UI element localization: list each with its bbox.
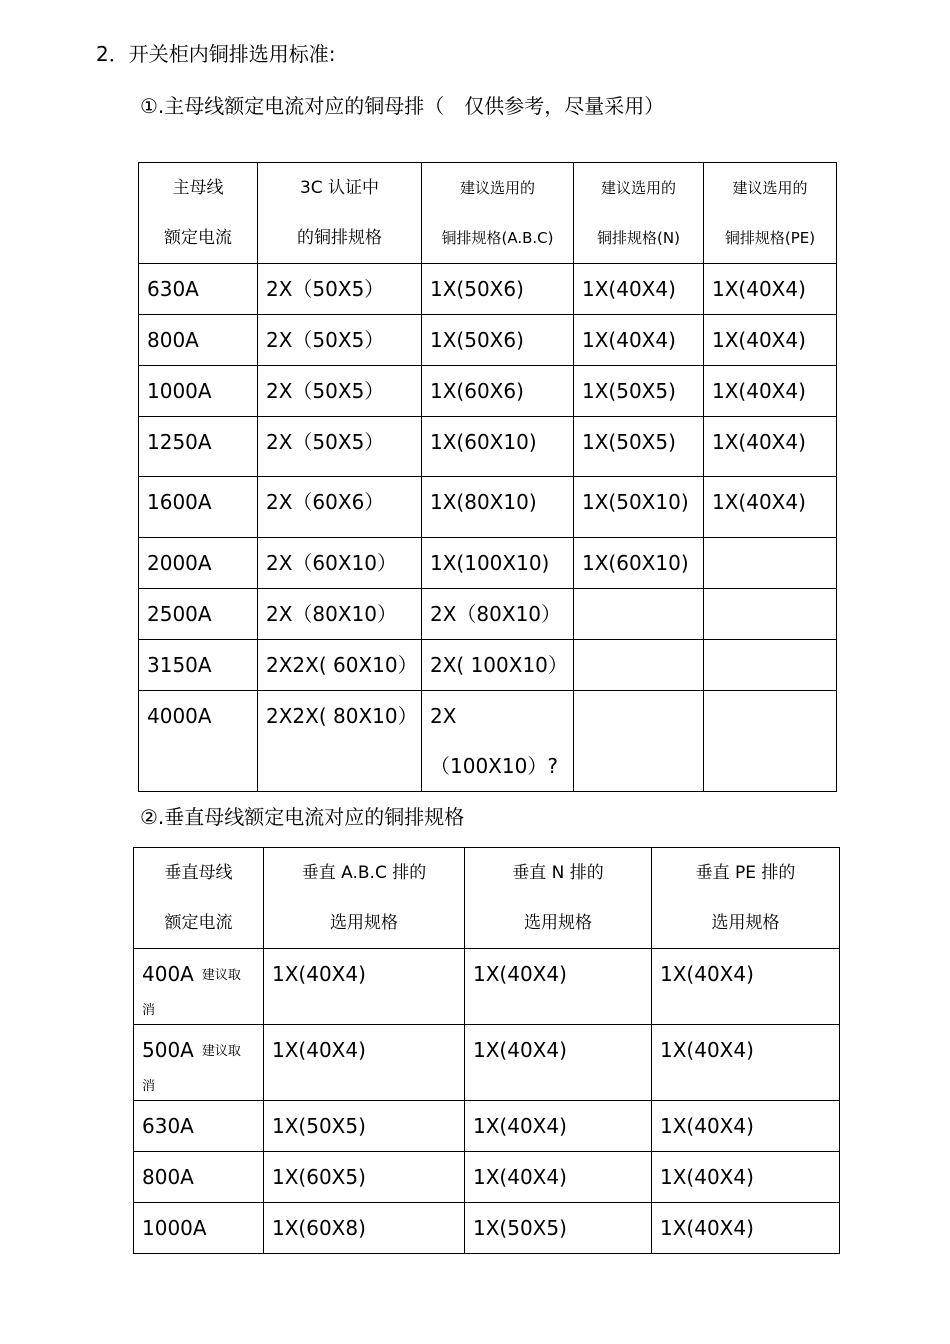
table-cell [704,691,837,792]
table-cell: 1X(60X8) [264,1203,465,1254]
header-line: 3C 认证中 [299,178,380,198]
table-cell: 1X(40X4) [652,1152,840,1203]
table-cell: 2X（60X6） [258,477,422,538]
table-cell: 1X(40X4) [652,1203,840,1254]
table-cell [134,1025,264,1101]
table-cell: 2X（50X5） [258,264,422,315]
table-cell [574,640,704,691]
table-cell: 630A [134,1101,264,1152]
table-cell: 1600A [139,477,258,538]
table-cell: 1X(40X4) [465,949,652,1025]
header-cell [422,163,574,264]
header-line: 建议选用的 [600,179,676,197]
table-cell: 1X(40X4) [465,1025,652,1101]
table-cell: 2X（80X10） [258,589,422,640]
table-cell: 1X(40X4) [704,417,837,477]
table-row [139,691,837,792]
table-cell: 2X( 100X10） [422,640,574,691]
table-cell: 1X(50X5) [264,1101,465,1152]
table-cell: 2500A [139,589,258,640]
table-cell: 1X(40X4) [704,315,837,366]
table-cell: 1X(40X4) [465,1101,652,1152]
table-row [134,1152,840,1203]
table-cell: 1000A [134,1203,264,1254]
table-cell: 1X(50X6) [422,264,574,315]
table-cell: 2000A [139,538,258,589]
table-cell [704,640,837,691]
table-cell [134,949,264,1025]
vertical-busbar-table [133,847,840,1254]
table-cell: 1X(40X4) [652,1101,840,1152]
section2-title: ②.垂直母线额定电流对应的铜排规格 [140,805,465,829]
header-cell [139,163,258,264]
table-cell: 1000A [139,366,258,417]
header-cell [134,848,264,949]
table-cell [422,691,574,792]
table-cell [574,589,704,640]
table-cell: 1X(40X4) [652,949,840,1025]
table-cell: 1X(40X4) [574,264,704,315]
header-line: 垂直母线 [164,863,233,883]
header-line: 选用规格 [524,913,592,933]
table-cell: 1X(50X5) [574,366,704,417]
table-row [139,477,837,538]
page-heading: 2．开关柜内铜排选用标准: [96,42,336,66]
current-value: 400A [142,962,194,986]
header-line: 额定电流 [164,228,232,248]
header-cell [704,163,837,264]
table-row [139,640,837,691]
table-cell [704,538,837,589]
table-cell: 1X(50X10) [574,477,704,538]
table-cell: 1X(40X4) [574,315,704,366]
table-cell: 2X（50X5） [258,315,422,366]
table-cell: 1X(40X4) [652,1025,840,1101]
table-cell: 2X2X( 80X10） [258,691,422,792]
header-line: 铜排规格(N) [597,229,680,247]
header-cell [258,163,422,264]
table-row [139,589,837,640]
table-cell: 4000A [139,691,258,792]
header-line: 选用规格 [711,913,780,933]
header-line: 建议选用的 [732,179,808,197]
cancel-note-continued: 消 [142,1078,156,1094]
header-line: 的铜排规格 [297,228,382,248]
table-cell: 1X(50X5) [574,417,704,477]
table-cell: 1X(60X10) [574,538,704,589]
table-cell: 2X2X( 60X10） [258,640,422,691]
table-cell: 1X(100X10) [422,538,574,589]
header-line: 额定电流 [164,913,233,933]
table-cell: 1X(40X4) [704,477,837,538]
table-cell: 1X(40X4) [465,1152,652,1203]
header-cell [264,848,465,949]
header-line: 垂直 A.B.C 排的 [301,863,427,883]
table-row [139,315,837,366]
table-cell: 1X(60X5) [264,1152,465,1203]
header-cell [652,848,840,949]
table-cell: 1X(40X4) [704,264,837,315]
table-row [139,417,837,477]
cancel-note-continued: 消 [142,1002,156,1018]
table-cell: 1X(50X5) [465,1203,652,1254]
header-line: 选用规格 [330,913,398,933]
table-row [134,949,840,1025]
section1-title: ①.主母线额定电流对应的铜母排（ 仅供参考，尽量采用） [140,94,665,118]
table-row [134,1101,840,1152]
table-cell: 2X（60X10） [258,538,422,589]
main-busbar-table [138,162,837,792]
table-cell: 1X(60X10) [422,417,574,477]
table-cell: 630A [139,264,258,315]
table-cell [704,589,837,640]
header-line: 主母线 [172,178,224,198]
header-line: 垂直 PE 排的 [695,863,796,883]
header-cell [465,848,652,949]
cell-line: 2X [430,704,457,728]
table-row [139,538,837,589]
table-cell: 800A [134,1152,264,1203]
header-line: 垂直 N 排的 [512,863,604,883]
table-header-row [134,848,840,949]
header-line: 建议选用的 [459,179,535,197]
cell-line: （100X10）? [430,754,558,778]
cancel-note: 建议取 [201,1043,241,1059]
table-header-row [139,163,837,264]
table-cell: 800A [139,315,258,366]
table-cell: 2X（50X5） [258,366,422,417]
table-cell [574,691,704,792]
current-value: 500A [142,1038,194,1062]
table-cell: 1X(40X4) [264,1025,465,1101]
table-row [134,1025,840,1101]
table-row [139,264,837,315]
table-cell: 1250A [139,417,258,477]
table-cell: 2X（80X10） [422,589,574,640]
table-cell: 1X(50X6) [422,315,574,366]
table-cell: 1X(60X6) [422,366,574,417]
table-cell: 2X（50X5） [258,417,422,477]
table-row [139,366,837,417]
cancel-note: 建议取 [201,967,241,983]
table-cell: 1X(40X4) [264,949,465,1025]
header-line: 铜排规格(A.B.C) [441,229,554,247]
table-cell: 1X(80X10) [422,477,574,538]
header-cell [574,163,704,264]
header-line: 铜排规格(PE) [724,229,816,247]
table-cell: 3150A [139,640,258,691]
table-cell: 1X(40X4) [704,366,837,417]
table-row [134,1203,840,1254]
